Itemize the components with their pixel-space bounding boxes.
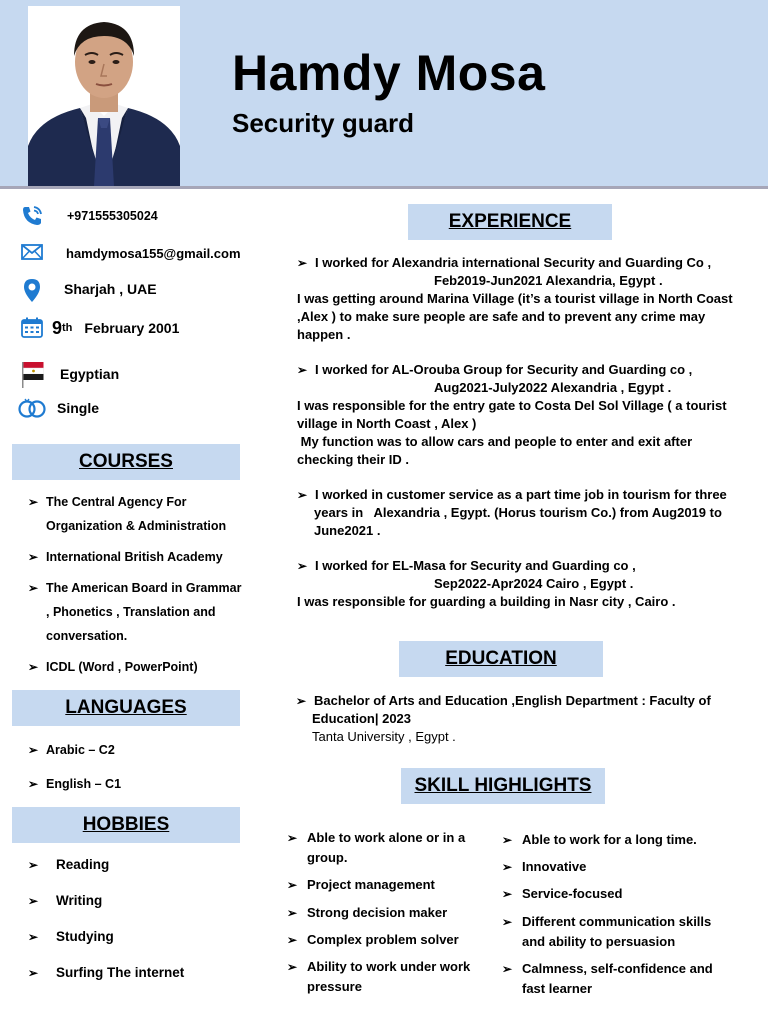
- bullet-arrow-icon: ➢: [28, 495, 39, 509]
- contact-marital-status: [17, 396, 99, 420]
- marital-status-text: Single: [57, 400, 100, 416]
- education-degree: Bachelor of Arts and Education ,English Department : Faculty of: [314, 693, 711, 708]
- bullet-arrow-icon: ➢: [287, 878, 298, 892]
- hobby-item: [28, 925, 114, 949]
- experience-dates: Aug2021-July2022 Alexandria , Egypt .: [434, 380, 672, 395]
- bullet-arrow-icon: ➢: [28, 660, 39, 674]
- language-item: [28, 772, 121, 796]
- hobby-item: [28, 889, 102, 913]
- bullet-arrow-icon: ➢: [287, 960, 298, 974]
- experience-entry: [297, 361, 757, 469]
- experience-description: I was getting around Marina Village (it’s a tourist village in North Coast: [297, 291, 733, 306]
- skill-text: Ability to work under work: [307, 959, 471, 974]
- experience-heading: EXPERIENCE: [408, 204, 612, 240]
- bullet-arrow-icon: ➢: [297, 488, 308, 502]
- bullet-arrow-icon: ➢: [28, 894, 39, 908]
- hobby-text: Surfing The internet: [56, 965, 185, 980]
- bullet-arrow-icon: ➢: [296, 694, 307, 708]
- experience-description: I was responsible for the entry gate to Costa Del Sol Village ( a tourist: [297, 398, 727, 413]
- skill-item: [287, 930, 487, 950]
- course-item-line: The Central Agency For: [46, 495, 187, 509]
- bullet-arrow-icon: ➢: [297, 256, 308, 270]
- hobby-item: [28, 853, 109, 877]
- bullet-arrow-icon: ➢: [297, 363, 308, 377]
- language-text: Arabic – C2: [46, 743, 115, 757]
- skill-item: [287, 875, 487, 895]
- birth-month-year: February 2001: [84, 320, 180, 336]
- experience-description: ,Alex ) to make sure people are safe and to prevent any crime may: [297, 309, 706, 324]
- course-item-line: conversation.: [46, 629, 128, 643]
- course-item-line: ICDL (Word , PowerPoint): [46, 660, 198, 674]
- skill-text: Able to work for a long time.: [522, 832, 697, 847]
- bullet-arrow-icon: ➢: [287, 831, 298, 845]
- contact-birthdate: [20, 316, 179, 340]
- skill-item: [502, 884, 742, 904]
- skill-text: group.: [307, 850, 348, 865]
- bullet-arrow-icon: ➢: [287, 906, 298, 920]
- phone-number: +971555305024: [67, 209, 158, 223]
- experience-entry: [297, 486, 757, 540]
- bullet-arrow-icon: ➢: [28, 581, 39, 595]
- skill-text: Strong decision maker: [307, 905, 448, 920]
- skill-text: Service-focused: [522, 886, 623, 901]
- experience-description: checking their ID .: [297, 452, 409, 467]
- experience-employer: I worked for Alexandria international Security and Guarding Co ,: [315, 255, 712, 270]
- experience-description: My function was to allow cars and people to enter and exit after: [297, 434, 693, 449]
- bullet-arrow-icon: ➢: [287, 933, 298, 947]
- skill-item: [502, 830, 742, 850]
- experience-description: happen .: [297, 327, 351, 342]
- experience-employer: I worked for EL-Masa for Security and Guarding co ,: [315, 558, 636, 573]
- bullet-arrow-icon: ➢: [28, 930, 39, 944]
- languages-heading: LANGUAGES: [12, 690, 240, 726]
- bullet-arrow-icon: ➢: [28, 550, 39, 564]
- person-name: Hamdy Mosa: [232, 45, 546, 101]
- skill-text: Calmness, self-confidence and: [522, 961, 713, 976]
- bullet-arrow-icon: ➢: [28, 858, 39, 872]
- rings-icon: [17, 396, 47, 420]
- mail-icon: [20, 241, 46, 265]
- bullet-arrow-icon: ➢: [28, 743, 39, 757]
- birth-day: 9: [52, 317, 63, 338]
- bullet-arrow-icon: ➢: [28, 966, 39, 980]
- course-item: [28, 545, 223, 569]
- education-entry: [296, 692, 756, 746]
- experience-dates: Sep2022-Apr2024 Cairo , Egypt .: [434, 576, 634, 591]
- skill-text: Able to work alone or in a: [307, 830, 466, 845]
- phone-icon: [20, 204, 46, 228]
- skill-text: pressure: [307, 979, 362, 994]
- skill-item: [287, 903, 487, 923]
- skill-item: [287, 828, 487, 868]
- experience-entry: [297, 254, 757, 344]
- nationality-text: Egyptian: [60, 366, 120, 382]
- skill-text: Innovative: [522, 859, 587, 874]
- egypt-flag-icon: [20, 360, 46, 388]
- skill-text: Different communication skills: [522, 914, 712, 929]
- experience-description: I was responsible for guarding a building in Nasr city , Cairo .: [297, 594, 676, 609]
- course-item: [28, 490, 226, 538]
- bullet-arrow-icon: ➢: [502, 887, 513, 901]
- hobbies-heading: HOBBIES: [12, 807, 240, 843]
- course-item-line: International British Academy: [46, 550, 223, 564]
- course-item-line: The American Board in Grammar: [46, 581, 242, 595]
- skill-text: Complex problem solver: [307, 932, 459, 947]
- skill-text: Project management: [307, 877, 435, 892]
- bullet-arrow-icon: ➢: [28, 777, 39, 791]
- education-degree: Education| 2023: [312, 711, 412, 726]
- skill-item: [502, 912, 742, 952]
- location-text: Sharjah , UAE: [64, 281, 157, 297]
- courses-heading: COURSES: [12, 444, 240, 480]
- location-pin-icon: [20, 277, 46, 301]
- profile-photo-image: [28, 6, 180, 186]
- language-text: English – C1: [46, 777, 122, 791]
- course-item-line: , Phonetics , Translation and: [46, 605, 216, 619]
- language-item: [28, 738, 115, 762]
- profile-photo: [28, 6, 180, 186]
- hobby-text: Studying: [56, 929, 114, 944]
- job-title: Security guard: [232, 108, 415, 138]
- birth-day-suffix: th: [62, 322, 73, 334]
- hobby-text: Writing: [56, 893, 103, 908]
- experience-employer: I worked for AL-Orouba Group for Security and Guarding co ,: [315, 362, 693, 377]
- bullet-arrow-icon: ➢: [502, 915, 513, 929]
- contact-nationality: [20, 360, 119, 388]
- bullet-arrow-icon: ➢: [297, 559, 308, 573]
- hobby-text: Reading: [56, 857, 110, 872]
- skill-item: [502, 959, 742, 999]
- experience-description: June2021 .: [314, 523, 381, 538]
- experience-description: village in North Coast , Alex ): [297, 416, 477, 431]
- hobby-item: [28, 961, 184, 985]
- contact-location: [20, 277, 157, 301]
- education-university: Tanta University , Egypt .: [312, 729, 456, 744]
- bullet-arrow-icon: ➢: [502, 860, 513, 874]
- skill-text: fast learner: [522, 981, 593, 996]
- skill-item: [502, 857, 742, 877]
- experience-entry: [297, 557, 757, 611]
- course-item-line: Organization & Administration: [46, 519, 227, 533]
- bullet-arrow-icon: ➢: [502, 833, 513, 847]
- course-item: [28, 655, 198, 679]
- bullet-arrow-icon: ➢: [502, 962, 513, 976]
- education-heading: EDUCATION: [399, 641, 603, 677]
- skill-text: and ability to persuasion: [522, 934, 676, 949]
- contact-phone: [20, 204, 158, 228]
- experience-dates: Feb2019-Jun2021 Alexandria, Egypt .: [434, 273, 663, 288]
- experience-description: years in Alexandria , Egypt. (Horus tourism Co.) from Aug2019 to: [314, 505, 722, 520]
- course-item: [28, 576, 241, 648]
- contact-email: [20, 241, 241, 265]
- skills-heading: SKILL HIGHLIGHTS: [401, 768, 605, 804]
- email-address: hamdymosa155@gmail.com: [66, 245, 241, 261]
- skill-item: [287, 957, 497, 997]
- calendar-icon: [20, 316, 46, 340]
- experience-employer: I worked in customer service as a part time job in tourism for three: [315, 487, 727, 502]
